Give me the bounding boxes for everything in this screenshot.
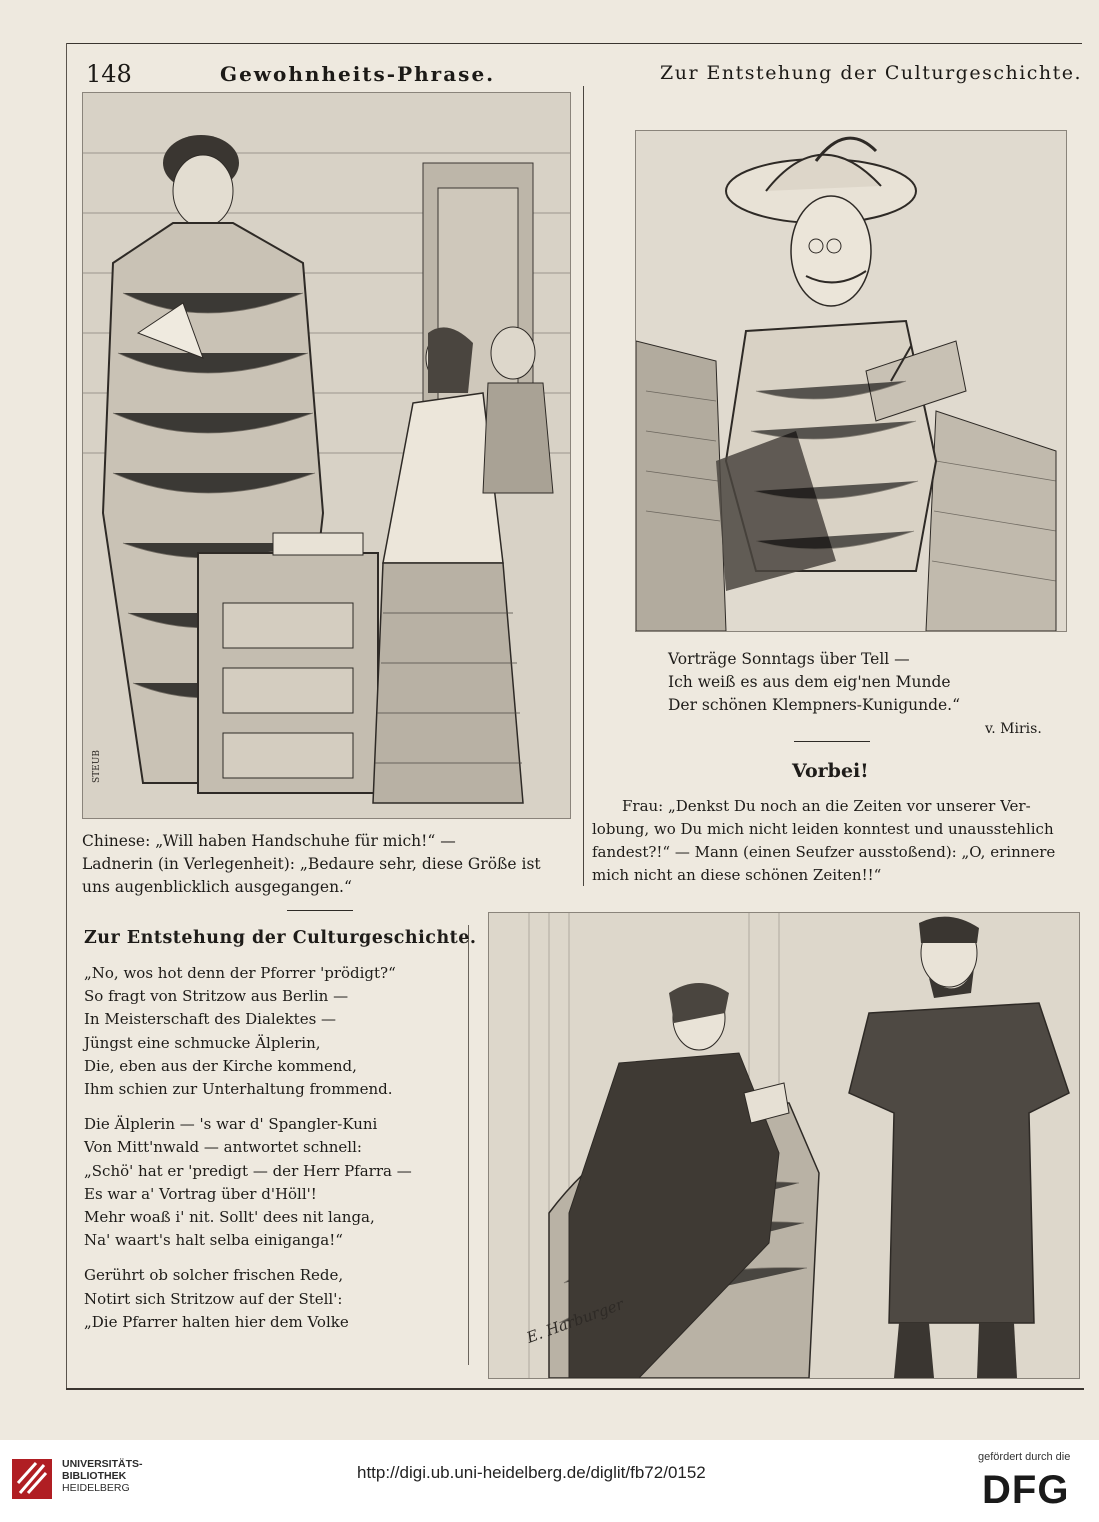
library-name xyxy=(62,1458,143,1494)
verse-line: Ihm schien zur Unterhaltung frommend. xyxy=(84,1080,393,1099)
university-library-logo-icon xyxy=(10,1455,58,1503)
verse-line: „No, wos hot denn der Pforrer 'prödigt?“ xyxy=(84,964,396,982)
text-line: fandest?!“ — Mann (einen Seufzer ausstoßend): „O, erinnere xyxy=(592,843,1056,861)
text-line: Frau: „Denkst Du noch an die Zeiten vor unserer Ver- xyxy=(622,797,1031,815)
library-line: UNIVERSITÄTS- xyxy=(62,1458,143,1470)
library-line: BIBLIOTHEK xyxy=(62,1470,127,1482)
permalink-url[interactable]: http://digi.ub.uni-heidelberg.de/diglit/fb72/0152 xyxy=(357,1463,706,1482)
separator-rule xyxy=(794,741,870,742)
text-line: lobung, wo Du mich nicht leiden konntest und unausstehlich xyxy=(592,820,1054,838)
author-credit: v. Miris. xyxy=(985,721,1042,737)
verse-line: So fragt von Stritzow aus Berlin — xyxy=(84,987,349,1006)
poem-body xyxy=(84,962,464,1334)
verse-line: Von Mitt'nwald — antwortet schnell: xyxy=(84,1138,362,1157)
signature-steub: STEUB xyxy=(92,750,102,783)
column-divider xyxy=(583,86,584,886)
verse-line: „Schö' hat er 'predigt — der Herr Pfarra — xyxy=(84,1161,412,1180)
verse-line: Der schönen Klempners-Kunigunde.“ xyxy=(668,696,961,714)
library-line: HEIDELBERG xyxy=(62,1482,130,1494)
frame-left-rule xyxy=(66,43,67,1390)
vorbei-heading: Vorbei! xyxy=(792,760,869,782)
illustration-couple xyxy=(488,912,1080,1379)
verse-line: Es war a' Vortrag über d'Höll'! xyxy=(84,1184,317,1203)
verse-line: Die, eben aus der Kirche kommend, xyxy=(84,1056,357,1075)
caption-lecture xyxy=(668,648,988,717)
verse-line: Die Älplerin — 's war d' Spangler-Kuni xyxy=(84,1115,378,1134)
frame-bottom-rule xyxy=(66,1388,1084,1390)
caption-line: Chinese: „Will haben Handschuhe für mich!“ — xyxy=(82,832,456,850)
verse-line: „Die Pfarrer halten hier dem Volke xyxy=(84,1312,349,1331)
text-line: mich nicht an diese schönen Zeiten!!“ xyxy=(592,866,882,884)
signature-harburger: E. Harburger xyxy=(524,1295,626,1347)
frame-top-rule xyxy=(66,43,1082,44)
verse-line: Gerührt ob solcher frischen Rede, xyxy=(84,1266,344,1285)
verse-line: Jüngst eine schmucke Älplerin, xyxy=(84,1033,321,1052)
page-number: 148 xyxy=(86,60,132,88)
verse-line: In Meisterschaft des Dialektes — xyxy=(84,1010,337,1029)
column-divider-lower xyxy=(468,925,469,1365)
verse-line: Notirt sich Stritzow auf der Stell': xyxy=(84,1289,343,1308)
verse-line: Ich weiß es aus dem eig'nen Munde xyxy=(668,673,951,691)
caption-line: uns augenblicklich ausgegangen.“ xyxy=(82,878,352,896)
left-page-title: Gewohnheits-Phrase. xyxy=(220,62,496,86)
funding-label: gefördert durch die xyxy=(978,1451,1071,1463)
separator-rule xyxy=(287,910,353,911)
dfg-logo: DFG xyxy=(982,1468,1070,1512)
illustration-chinese-shop xyxy=(82,92,571,819)
caption-chinese xyxy=(82,830,569,899)
caption-line: Ladnerin (in Verlegenheit): „Bedaure sehr, diese Größe ist xyxy=(82,855,541,873)
right-page-title: Zur Entstehung der Culturgeschichte. xyxy=(660,62,1083,84)
vorbei-text xyxy=(592,795,1075,887)
verse-line: Na' waart's halt selba einiganga!“ xyxy=(84,1231,343,1250)
verse-line: Mehr woaß i' nit. Sollt' dees nit langa, xyxy=(84,1208,375,1227)
illustration-lecturer xyxy=(635,130,1067,632)
poem-heading: Zur Entstehung der Culturgeschichte. xyxy=(84,928,477,948)
verse-line: Vorträge Sonntags über Tell — xyxy=(668,650,910,668)
